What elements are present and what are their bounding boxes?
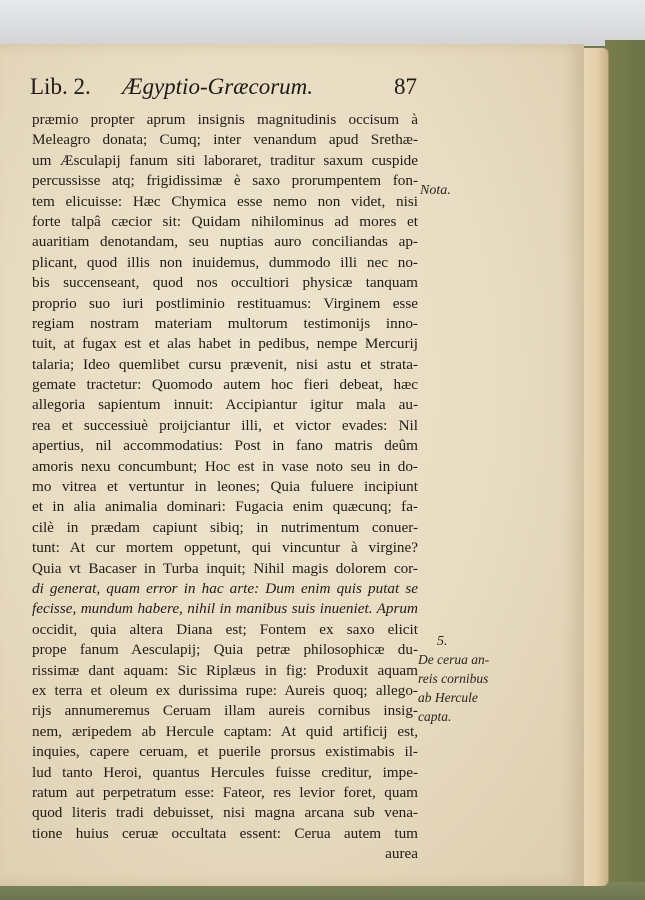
text-line: Meleagro donata; Cumq; inter venandum apud Srethæ-: [32, 131, 418, 149]
text-line: tem elicuisse: Hæc Chymica esse nemo non videt, nisi: [32, 192, 418, 210]
scan-background-right: [605, 40, 645, 900]
text-line: quod literis tradi debuisset, nisi magna arcana sub vena-: [32, 804, 418, 822]
text-line: præmio propter aprum insignis magnitudinis occisum à: [32, 111, 418, 128]
text-line: rijs annumeremus Ceruam illam aureis cornibus insig-: [32, 702, 418, 720]
text-line: plicant, quod illis non inuidemus, dummodo illi nec no-: [32, 253, 418, 271]
text-line: tunt: At cur mortem oppetunt, qui vincuntur à virgine?: [32, 539, 418, 557]
margin-note-line: De cerua an-: [418, 652, 490, 667]
margin-note-number: 5.: [437, 634, 448, 649]
text-line: aurea: [385, 845, 418, 863]
book-number: Lib. 2.: [30, 74, 91, 99]
text-line: apertius, nil accommodatius: Post in fano matris deûm: [32, 437, 418, 455]
margin-note-line: reis cornibus: [418, 671, 489, 686]
running-header: [30, 74, 420, 106]
text-line: allegoria sapientum innuit: Accipiantur igitur mala au-: [32, 396, 418, 414]
text-line: rea et successiuè proijciantur illi, et victor evades: Nil: [32, 416, 418, 434]
running-title: Ægyptio-Græcorum.: [122, 74, 314, 99]
text-line: et in alia animalia dominari: Fugacia enim quæcunq; fa-: [32, 498, 418, 516]
margin-note-line: capta.: [418, 709, 452, 724]
text-line: amoris nexu concumbunt; Hoc est in vase noto seu in do-: [32, 457, 418, 475]
page-number: 87: [394, 74, 417, 99]
text-line: mo vitrea et vertuntur in leones; Quia fuluere incipiunt: [32, 478, 418, 496]
text-line: ex terra et oleum ex durissima rupe: Aureis quoq; allego-: [32, 681, 418, 699]
text-line: nem, æripedem ab Hercule captam: At quid artificij est,: [32, 722, 418, 740]
text-line: prope fanum Aesculapij; Quia petræ philosophicæ du-: [32, 641, 418, 659]
margin-note-nota: Nota.: [420, 183, 451, 198]
text-line: regiam nostram materiam multorum testimonijs inno-: [32, 314, 418, 332]
text-line: talaria; Ideo quemlibet cursu prævenit, nisi astu et strata-: [32, 355, 418, 373]
body-text: [32, 110, 418, 864]
text-line: tione huius ceruæ occultata essent: Cerua autem tum: [32, 824, 418, 842]
text-line: inquies, capere ceruam, et puerile prorsus existimabis il-: [32, 743, 418, 761]
text-line: bis succenseant, quod nos occultiori physicæ tanquam: [32, 274, 418, 292]
text-line: cilè in prædam capiunt sibiq; in nutrimentum conuer-: [32, 518, 418, 536]
margin-note-cerua: [418, 650, 528, 726]
text-line: di generat, quam error in hac arte: Dum enim quis putat se: [32, 579, 418, 597]
text-line: percussisse atq; frigidissimæ è saxo prorumpentem fon-: [32, 172, 418, 190]
margin-note-line: ab Hercule: [418, 690, 478, 705]
text-line: auaritiam denotandam, seu nuptias auro conciliandas ap-: [32, 233, 418, 251]
text-line: lud tanto Heroi, quantus Hercules fuisse creditur, impe-: [32, 763, 418, 781]
text-line: tuit, at fugax est et alas habet in pedibus, nempe Mercurij: [32, 335, 418, 353]
text-line: gemate tractetur: Quomodo autem hoc fieri debeat, hæc: [32, 376, 418, 394]
scan-background-top: [0, 0, 645, 46]
text-line: proprio suo iuri postliminio restituamus: Virginem esse: [32, 294, 418, 312]
text-line: occidit, quia altera Diana est; Fontem ex saxo elicit: [32, 620, 418, 638]
text-line: Quia vt Bacaser in Turba inquit; Nihil magis dolorem cor-: [32, 559, 418, 577]
text-line: forte talpâ cæcior sit: Quidam nihilominus ad mores et: [32, 212, 418, 230]
text-line: fecisse, mundum habere, nihil in manibus suis inueniet. Aprum: [32, 600, 418, 618]
text-line: um Æsculapij fanum siti laboraret, traditur saxum cuspide: [32, 151, 418, 169]
text-line: ratum aut perpetratum esse: Fateor, res levior foret, quam: [32, 783, 418, 801]
text-line: rissimæ dant aquam: Sic Riplæus in fig: Produxit aquam: [32, 661, 418, 679]
